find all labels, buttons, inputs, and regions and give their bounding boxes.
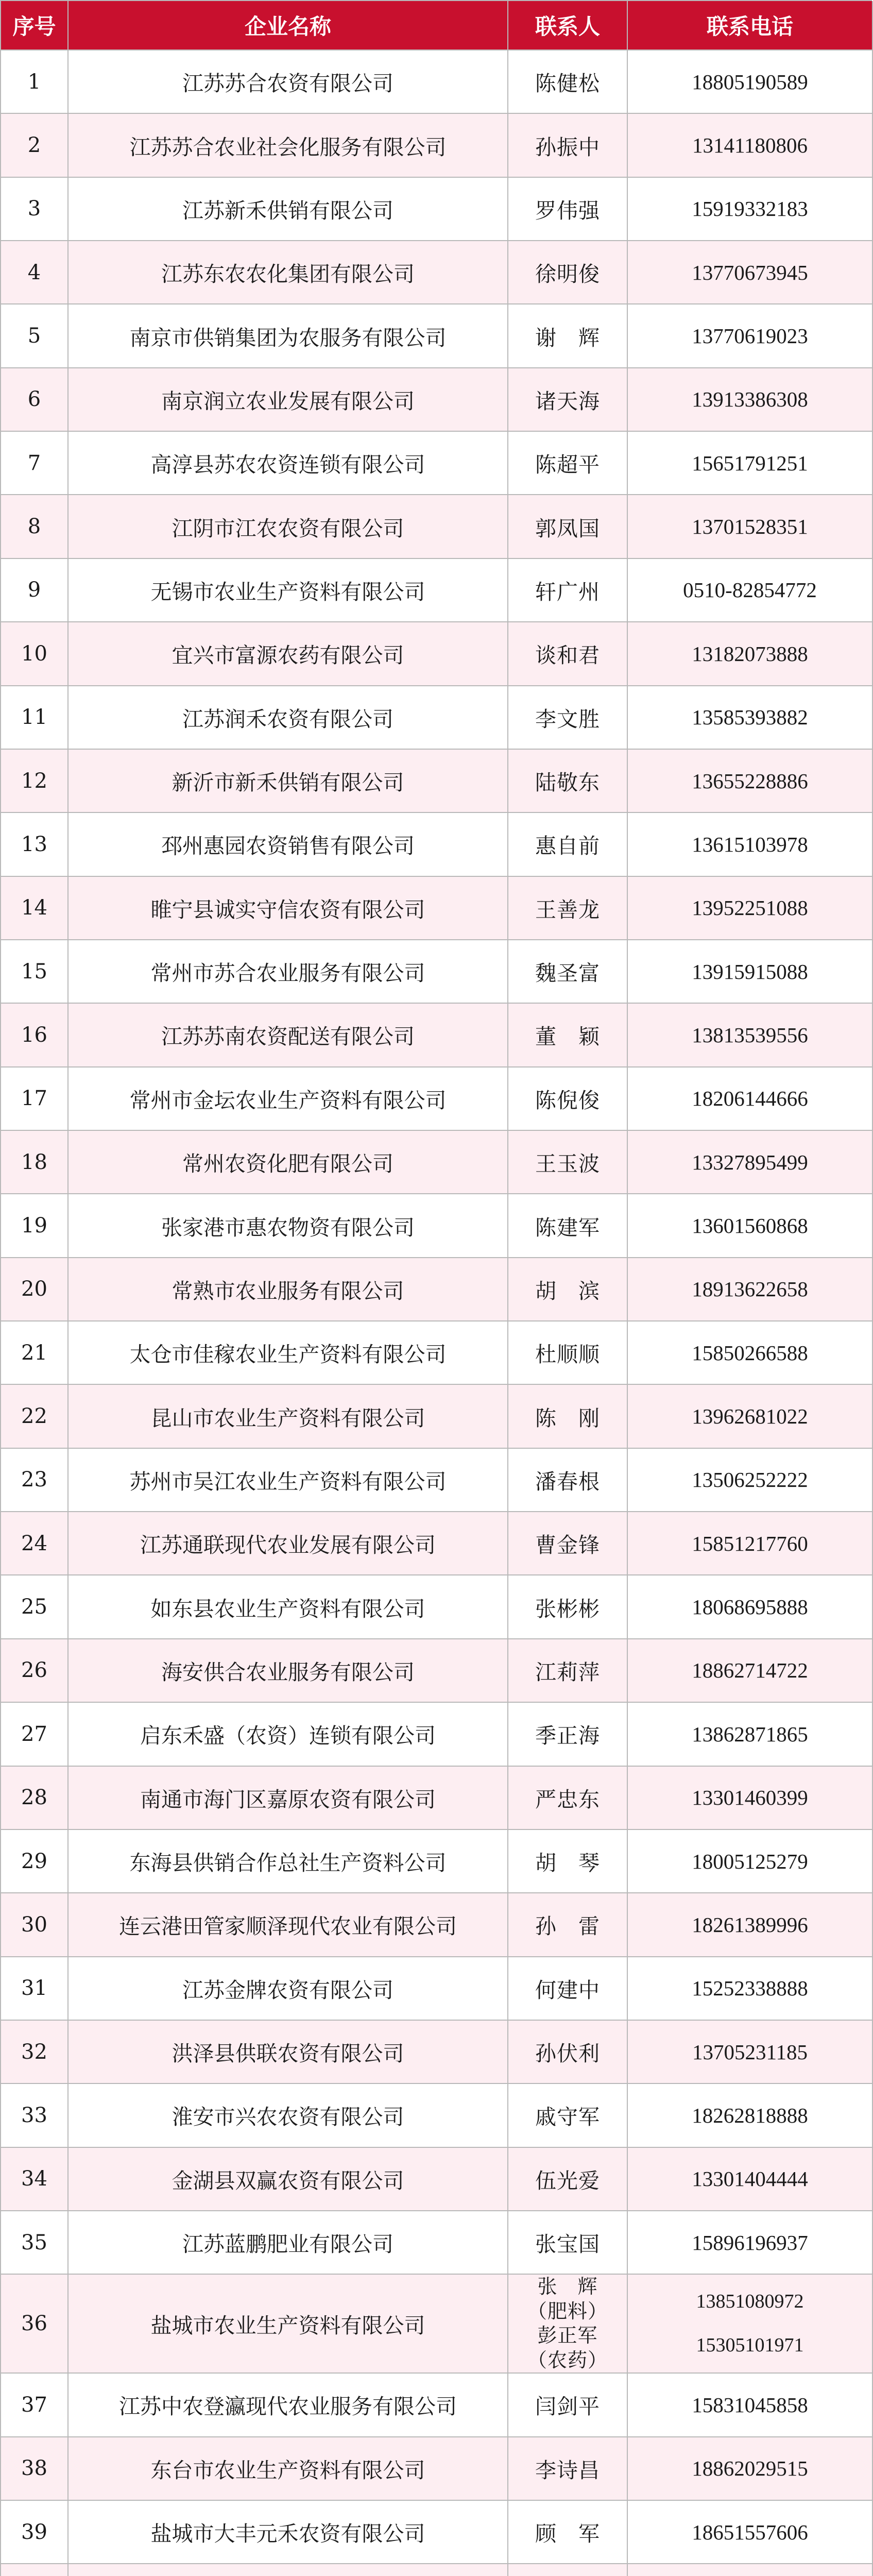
company-name: 连云港田管家顺泽现代农业有限公司: [69, 1893, 508, 1957]
phone-number: 18262818888: [628, 2084, 873, 2147]
company-name: 东台市农业生产资料有限公司: [69, 2437, 508, 2501]
company-name: 江苏新禾供销有限公司: [69, 178, 508, 241]
contact-person: 孙振中: [508, 114, 628, 177]
row-number: 32: [1, 2021, 69, 2084]
row-number: 13: [1, 813, 69, 876]
row-number: 38: [1, 2437, 69, 2501]
phone-number: 15651791251: [628, 432, 873, 495]
row-number: 25: [1, 1575, 69, 1639]
row-number: 7: [1, 432, 69, 495]
phone-line: 13851080972: [696, 2290, 804, 2312]
contact-person: 季正海: [508, 1703, 628, 1766]
phone-number: 15831045858: [628, 2374, 873, 2437]
contact-person: 孙 雷: [508, 1893, 628, 1957]
company-name: 江苏苏合农资有限公司: [69, 50, 508, 114]
phone-number: 13655228886: [628, 750, 873, 813]
company-name: 昆山市农业生产资料有限公司: [69, 1385, 508, 1448]
row-number: 12: [1, 750, 69, 813]
company-name: 东海县供销合作总社生产资料公司: [69, 1830, 508, 1893]
company-name: 江苏金牌农资有限公司: [69, 1957, 508, 2021]
phone-number: 13770673945: [628, 241, 873, 304]
phone-number: 13701528351: [628, 495, 873, 558]
contact-person: 何建中: [508, 1957, 628, 2021]
contact-person: 王玉波: [508, 1131, 628, 1194]
phone-number: 13301404444: [628, 2148, 873, 2211]
contact-person: 陈超平: [508, 432, 628, 495]
company-name: 盐城市大丰元禾农资有限公司: [69, 2501, 508, 2564]
contact-person: 闫剑平: [508, 2374, 628, 2437]
company-name: 常州市金坛农业生产资料有限公司: [69, 1067, 508, 1131]
phone-number: 15896196937: [628, 2211, 873, 2275]
header-contact: 联系人: [508, 1, 628, 50]
row-number: 22: [1, 1385, 69, 1448]
company-name: 江苏中农登瀛现代农业服务有限公司: [69, 2374, 508, 2437]
row-number: 34: [1, 2148, 69, 2211]
row-number: 8: [1, 495, 69, 558]
company-name: 无锡市农业生产资料有限公司: [69, 559, 508, 622]
phone-number: 13601560868: [628, 1194, 873, 1258]
row-number: 3: [1, 178, 69, 241]
row-number: 39: [1, 2501, 69, 2564]
row-number: 28: [1, 1767, 69, 1830]
row-number: 18: [1, 1131, 69, 1194]
phone-number: 15850266588: [628, 1321, 873, 1385]
contact-person: 胡 琴: [508, 1830, 628, 1893]
row-number: 29: [1, 1830, 69, 1893]
row-number: 5: [1, 304, 69, 368]
contact-person: 严忠东: [508, 1767, 628, 1830]
phone-number: 13506252222: [628, 1449, 873, 1512]
contact-person: 杜顺顺: [508, 1321, 628, 1385]
row-number: 14: [1, 877, 69, 940]
phone-number: 13705231185: [628, 2021, 873, 2084]
phone-number: 15851217760: [628, 1512, 873, 1575]
contact-person: 董 颖: [508, 1004, 628, 1067]
phone-number: 18005125279: [628, 1830, 873, 1893]
company-name: 睢宁县诚实守信农资有限公司: [69, 877, 508, 940]
header-company: 企业名称: [69, 1, 508, 50]
phone-number: 13862871865: [628, 1703, 873, 1766]
contact-person: 陆敬东: [508, 750, 628, 813]
phone-number: 15252338888: [628, 1957, 873, 2021]
phone-number: 13301460399: [628, 1767, 873, 1830]
contact-person: 王善龙: [508, 877, 628, 940]
row-number: 16: [1, 1004, 69, 1067]
contact-person: [508, 2275, 628, 2374]
header-no: 序号: [1, 1, 69, 50]
company-name: 邳州惠园农资销售有限公司: [69, 813, 508, 876]
contact-person: 轩广州: [508, 559, 628, 622]
contact-person: 胡 滨: [508, 1258, 628, 1321]
row-number: 15: [1, 940, 69, 1004]
company-name: 江苏润禾农资有限公司: [69, 686, 508, 750]
contact-person: 陈建军: [508, 1194, 628, 1258]
row-number: 30: [1, 1893, 69, 1957]
contact-person: 惠自前: [508, 813, 628, 876]
row-number: 11: [1, 686, 69, 750]
phone-number: 18862714722: [628, 1639, 873, 1703]
company-name: 太仓市佳稼农业生产资料有限公司: [69, 1321, 508, 1385]
phone-number: 18913622658: [628, 1258, 873, 1321]
row-number: [1, 2564, 69, 2576]
company-name: 宜兴市富源农药有限公司: [69, 622, 508, 686]
phone-number: 13913386308: [628, 368, 873, 432]
phone-number: 13962681022: [628, 1385, 873, 1448]
company-name: 淮安市兴农农资有限公司: [69, 2084, 508, 2147]
company-name: 新沂市新禾供销有限公司: [69, 750, 508, 813]
company-name: 常熟市农业服务有限公司: [69, 1258, 508, 1321]
contact-person: 陈健松: [508, 50, 628, 114]
phone-number: 13813539556: [628, 1004, 873, 1067]
row-number: 27: [1, 1703, 69, 1766]
phone-number: 13770619023: [628, 304, 873, 368]
company-name: 如东县农业生产资料有限公司: [69, 1575, 508, 1639]
company-name: 张家港市惠农物资有限公司: [69, 1194, 508, 1258]
phone-number: 18651557606: [628, 2501, 873, 2564]
row-number: 24: [1, 1512, 69, 1575]
row-number: 31: [1, 1957, 69, 2021]
row-number: 17: [1, 1067, 69, 1131]
row-number: 35: [1, 2211, 69, 2275]
contact-person: [508, 2564, 628, 2576]
contact-person: 李诗昌: [508, 2437, 628, 2501]
row-number: 19: [1, 1194, 69, 1258]
contact-person: 陈 刚: [508, 1385, 628, 1448]
phone-number: 0510-82854772: [628, 559, 873, 622]
row-number: 2: [1, 114, 69, 177]
contact-person: 李文胜: [508, 686, 628, 750]
company-name: 江苏蓝鹏肥业有限公司: [69, 2211, 508, 2275]
phone-number: 13141180806: [628, 114, 873, 177]
contact-line: （肥料）: [527, 2299, 608, 2323]
contact-person: 潘春根: [508, 1449, 628, 1512]
row-number: 10: [1, 622, 69, 686]
row-number: 9: [1, 559, 69, 622]
header-phone: 联系电话: [628, 1, 873, 50]
phone-number: [628, 2564, 873, 2576]
company-name: 盐城市农业生产资料有限公司: [69, 2275, 508, 2374]
company-name: 启东禾盛（农资）连锁有限公司: [69, 1703, 508, 1766]
phone-number: 13615103978: [628, 813, 873, 876]
row-number: 1: [1, 50, 69, 114]
company-name: 金湖县双赢农资有限公司: [69, 2148, 508, 2211]
phone-number: 15919332183: [628, 178, 873, 241]
row-number: 23: [1, 1449, 69, 1512]
company-name: 江阴市江农农资有限公司: [69, 495, 508, 558]
company-name: 南京市供销集团为农服务有限公司: [69, 304, 508, 368]
row-number: 6: [1, 368, 69, 432]
phone-number: 18805190589: [628, 50, 873, 114]
phone-number: [628, 2275, 873, 2374]
phone-number: 13915915088: [628, 940, 873, 1004]
company-name: 常州农资化肥有限公司: [69, 1131, 508, 1194]
contact-person: 罗伟强: [508, 178, 628, 241]
contact-person: 顾 军: [508, 2501, 628, 2564]
company-name: 江苏苏南农资配送有限公司: [69, 1004, 508, 1067]
company-name: 常州市苏合农业服务有限公司: [69, 940, 508, 1004]
contact-person: 伍光爱: [508, 2148, 628, 2211]
contact-person: 江莉萍: [508, 1639, 628, 1703]
company-name: 江苏苏合农业社会化服务有限公司: [69, 114, 508, 177]
contact-person: 徐明俊: [508, 241, 628, 304]
company-name: 江苏东农农化集团有限公司: [69, 241, 508, 304]
contact-line: 彭正军: [537, 2324, 598, 2347]
row-number: 21: [1, 1321, 69, 1385]
contact-person: 张宝国: [508, 2211, 628, 2275]
contact-person: 张彬彬: [508, 1575, 628, 1639]
company-name: 高淳县苏农农资连锁有限公司: [69, 432, 508, 495]
company-name: [69, 2564, 508, 2576]
phone-number: 13952251088: [628, 877, 873, 940]
row-number: 26: [1, 1639, 69, 1703]
phone-number: 13182073888: [628, 622, 873, 686]
contact-person: 戚守军: [508, 2084, 628, 2147]
phone-number: 18206144666: [628, 1067, 873, 1131]
company-name: 苏州市吴江农业生产资料有限公司: [69, 1449, 508, 1512]
phone-number: 18862029515: [628, 2437, 873, 2501]
contact-line: 张 辉: [537, 2275, 598, 2298]
phone-line: 15305101971: [696, 2334, 804, 2357]
company-name: 洪泽县供联农资有限公司: [69, 2021, 508, 2084]
contact-person: 郭凤国: [508, 495, 628, 558]
phone-number: 13327895499: [628, 1131, 873, 1194]
row-number: 33: [1, 2084, 69, 2147]
contact-person: 曹金锋: [508, 1512, 628, 1575]
company-name: 南京润立农业发展有限公司: [69, 368, 508, 432]
phone-number: 18261389996: [628, 1893, 873, 1957]
contact-person: 孙伏利: [508, 2021, 628, 2084]
contact-person: 陈倪俊: [508, 1067, 628, 1131]
contact-person: 诸天海: [508, 368, 628, 432]
contact-person: 谢 辉: [508, 304, 628, 368]
contact-person: 谈和君: [508, 622, 628, 686]
contact-person: 魏圣富: [508, 940, 628, 1004]
row-number: 37: [1, 2374, 69, 2437]
phone-number: 13585393882: [628, 686, 873, 750]
company-name: 南通市海门区嘉原农资有限公司: [69, 1767, 508, 1830]
row-number: 4: [1, 241, 69, 304]
company-name: 海安供合农业服务有限公司: [69, 1639, 508, 1703]
row-number: 36: [1, 2275, 69, 2374]
contact-line: （农药）: [527, 2348, 608, 2371]
row-number: 20: [1, 1258, 69, 1321]
phone-number: 18068695888: [628, 1575, 873, 1639]
company-name: 江苏通联现代农业发展有限公司: [69, 1512, 508, 1575]
